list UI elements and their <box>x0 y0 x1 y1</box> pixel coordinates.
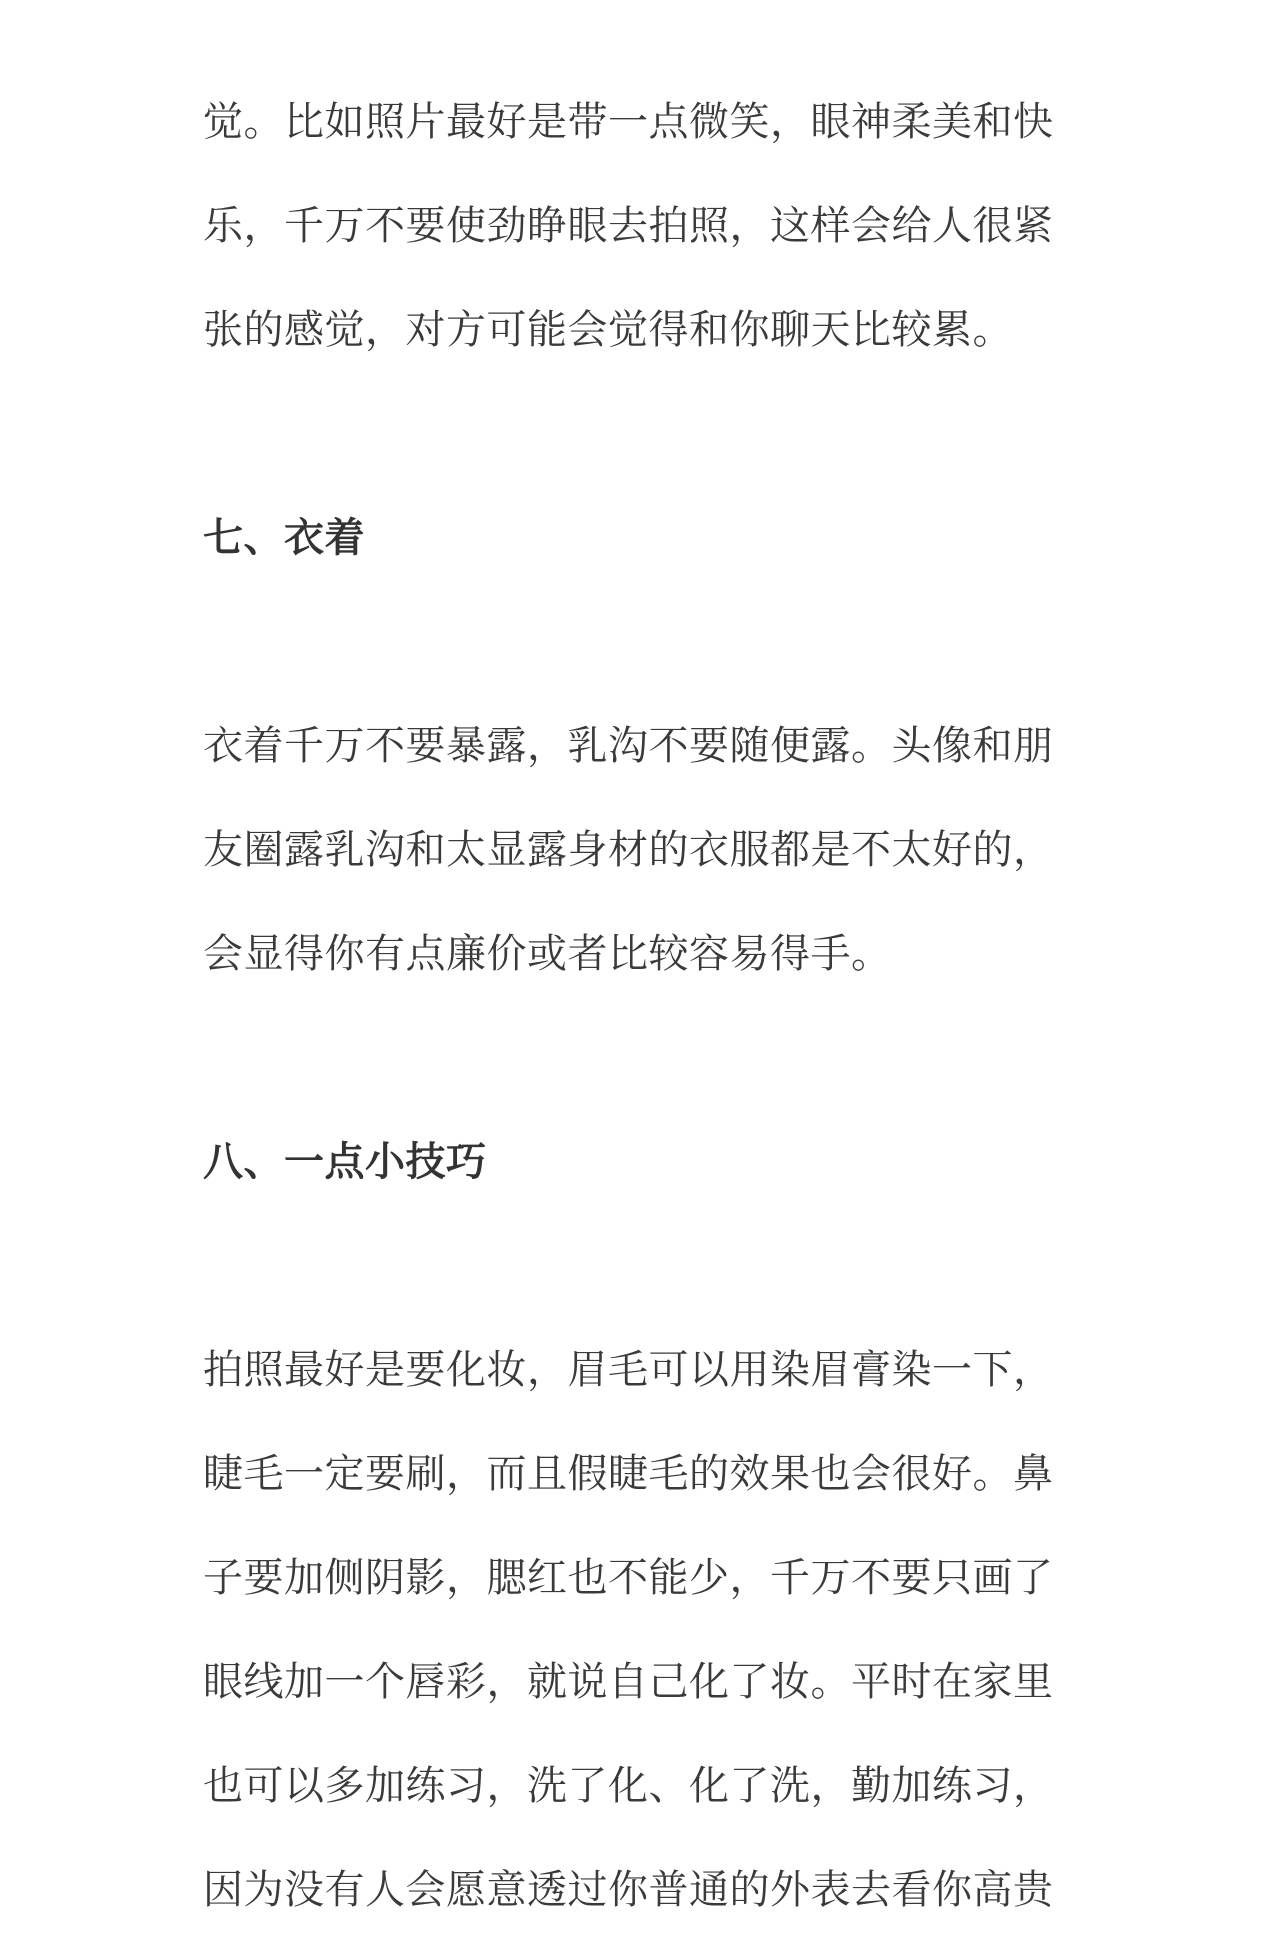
article-body <box>203 70 1083 1942</box>
paragraph <box>203 694 1083 1006</box>
section-heading-7: 七、衣着 <box>203 515 365 561</box>
text-line: 张的感觉，对方可能会觉得和你聊天比较累。 <box>203 307 1013 353</box>
text-line: 会显得你有点廉价或者比较容易得手。 <box>203 931 892 977</box>
text-line: 也可以多加练习，洗了化、化了洗，勤加练习， <box>203 1763 1054 1809</box>
spacer <box>203 1214 1083 1318</box>
text-line: 友圈露乳沟和太显露身材的衣服都是不太好的， <box>203 827 1054 873</box>
text-line: 睫毛一定要刷，而且假睫毛的效果也会很好。鼻 <box>203 1451 1054 1497</box>
text-line: 乐，千万不要使劲睁眼去拍照，这样会给人很紧 <box>203 203 1054 249</box>
section-heading-8: 八、一点小技巧 <box>203 1139 487 1185</box>
paragraph <box>203 1318 1083 1942</box>
paragraph <box>203 70 1083 382</box>
text-line: 眼线加一个唇彩，就说自己化了妆。平时在家里 <box>203 1659 1054 1705</box>
text-line: 衣着千万不要暴露，乳沟不要随便露。头像和朋 <box>203 723 1054 769</box>
text-line: 觉。比如照片最好是带一点微笑，眼神柔美和快 <box>203 99 1054 145</box>
text-line: 因为没有人会愿意透过你普通的外表去看你高贵 <box>203 1867 1054 1913</box>
text-line: 拍照最好是要化妆，眉毛可以用染眉膏染一下， <box>203 1347 1054 1393</box>
spacer <box>203 590 1083 694</box>
text-line: 子要加侧阴影，腮红也不能少，千万不要只画了 <box>203 1555 1054 1601</box>
spacer <box>203 1006 1083 1110</box>
spacer <box>203 382 1083 486</box>
